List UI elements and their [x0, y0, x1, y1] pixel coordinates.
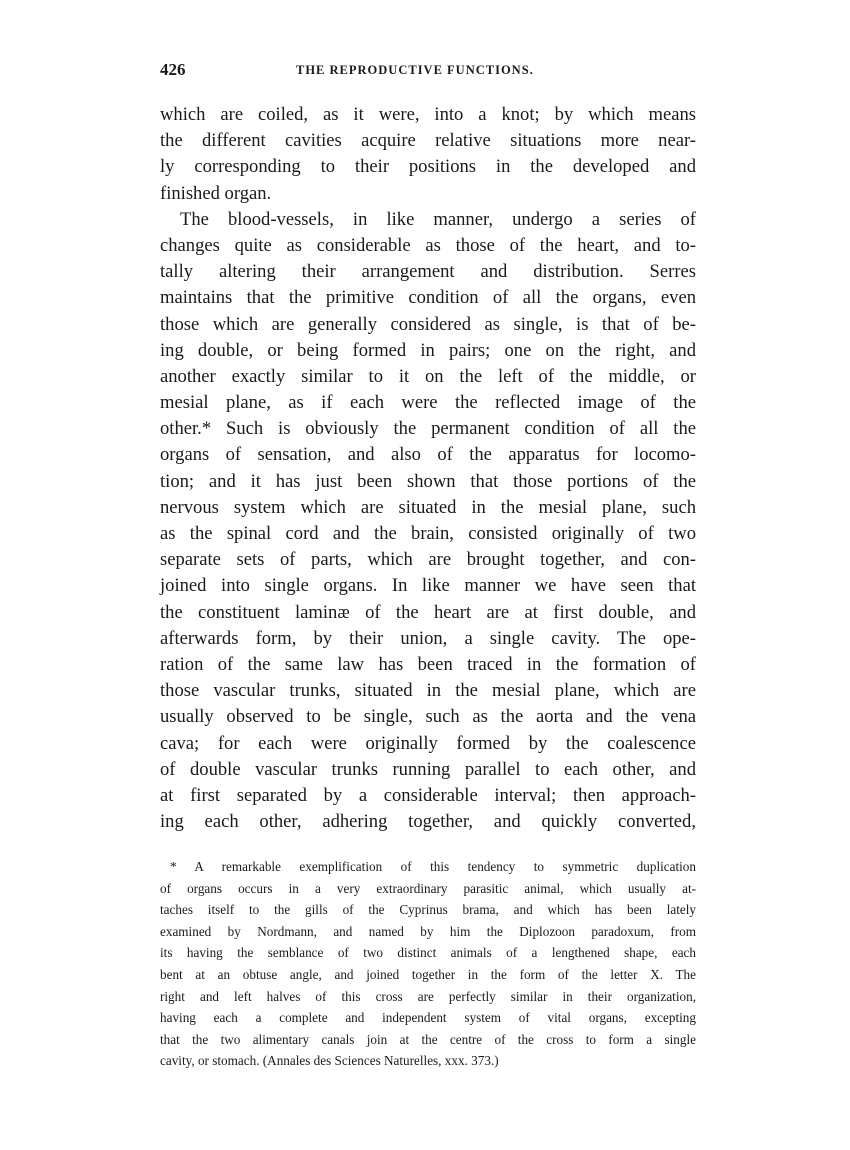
footnote-line: having each a complete and independent system of vital organs, excepting — [160, 1010, 696, 1026]
footnote-line: of organs occurs in a very extraordinary parasitic animal, which usually at- — [160, 880, 696, 896]
body-line: the constituent laminæ of the heart are at first double, and — [160, 601, 696, 623]
body-line: changes quite as considerable as those of the heart, and to- — [160, 234, 696, 256]
footnote — [160, 856, 696, 1072]
body-line: nervous system which are situated in the mesial plane, such — [160, 496, 696, 518]
body-line: cava; for each were originally formed by the coalescence — [160, 732, 696, 754]
footnote-line: its having the semblance of two distinct animals of a lengthened shape, each — [160, 945, 696, 961]
footnote-line: that the two alimentary canals join at the centre of the cross to form a single — [160, 1031, 696, 1047]
body-line: usually observed to be single, such as the aorta and the vena — [160, 706, 696, 728]
body-line: joined into single organs. In like manner we have seen that — [160, 575, 696, 597]
body-line: ing double, or being formed in pairs; one on the right, and — [160, 339, 696, 361]
footnote-line: cavity, or stomach. (Annales des Sciences Naturelles, xxx. 373.) — [160, 1053, 499, 1069]
footnote-line: taches itself to the gills of the Cyprinus brama, and which has been lately — [160, 902, 696, 918]
page-number: 426 — [160, 60, 186, 79]
body-line: mesial plane, as if each were the reflected image of the — [160, 392, 696, 414]
body-line: separate sets of parts, which are brought together, and con- — [160, 549, 696, 571]
body-line: as the spinal cord and the brain, consisted originally of two — [160, 523, 696, 544]
footnote-line: examined by Nordmann, and named by him the Diplozoon paradoxum, from — [160, 923, 696, 939]
body-line: ration of the same law has been traced in the formation of — [160, 653, 696, 675]
body-line: those vascular trunks, situated in the mesial plane, which are — [160, 680, 696, 702]
body-line: afterwards form, by their union, a single cavity. The ope- — [160, 627, 696, 649]
footnote-line: right and left halves of this cross are perfectly similar in their organization, — [160, 988, 696, 1004]
body-line: of double vascular trunks running parallel to each other, and — [160, 758, 696, 780]
body-line: tion; and it has just been shown that those portions of the — [160, 470, 696, 492]
body-line: ing each other, adhering together, and quickly converted, — [160, 811, 696, 833]
body-line: finished organ. — [160, 182, 272, 204]
body-line: another exactly similar to it on the left of the middle, or — [160, 365, 696, 387]
body-line: organs of sensation, and also of the apparatus for locomo- — [160, 444, 696, 466]
body-line: those which are generally considered as single, is that of be- — [160, 313, 696, 335]
body-line: other.* Such is obviously the permanent condition of all the — [160, 418, 696, 440]
body-line: at first separated by a considerable interval; then approach- — [160, 784, 696, 806]
body-line: ly corresponding to their positions in the developed and — [160, 156, 696, 178]
footnote-line: bent at an obtuse angle, and joined together in the form of the letter X. The — [160, 966, 696, 982]
body-text — [160, 102, 696, 835]
body-line: The blood-vessels, in like manner, undergo a series of — [180, 208, 696, 230]
running-head — [160, 60, 696, 84]
body-line: tally altering their arrangement and distribution. Serres — [160, 261, 696, 283]
footnote-line: * A remarkable exemplification of this tendency to symmetric duplication — [170, 859, 696, 874]
body-line: which are coiled, as it were, into a knot; by which means — [160, 104, 696, 125]
body-line: the different cavities acquire relative situations more near- — [160, 130, 696, 152]
running-title: THE REPRODUCTIVE FUNCTIONS. — [296, 63, 534, 77]
body-line: maintains that the primitive condition of all the organs, even — [160, 287, 696, 309]
